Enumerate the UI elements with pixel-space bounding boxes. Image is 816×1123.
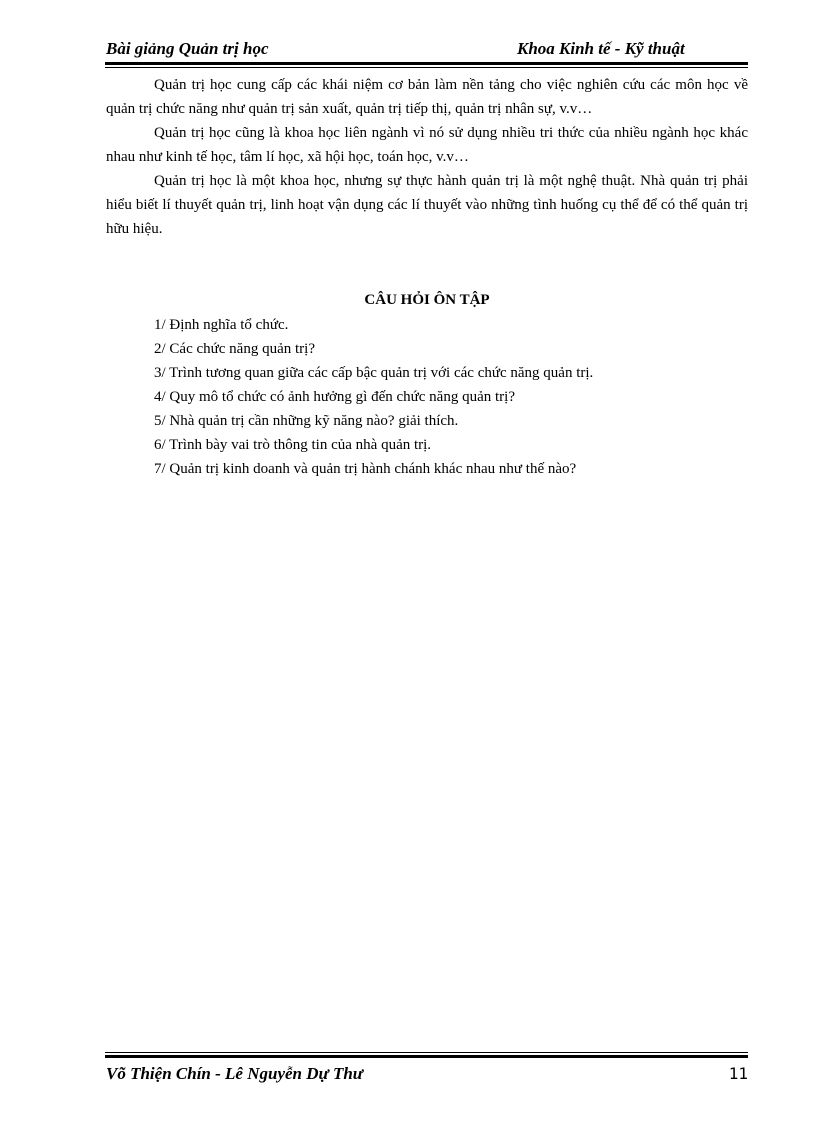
page-footer bbox=[106, 1062, 748, 1086]
footer-authors: Võ Thiện Chín - Lê Nguyễn Dự Thư bbox=[106, 1064, 363, 1083]
question-item: 7/ Quản trị kinh doanh và quản trị hành chánh khác nhau như thế nào? bbox=[154, 461, 577, 477]
question-item: 1/ Định nghĩa tổ chức. bbox=[154, 317, 289, 333]
body-text bbox=[106, 73, 748, 241]
question-item: 2/ Các chức năng quản trị? bbox=[154, 341, 315, 357]
paragraph-2: Quản trị học cũng là khoa học liên ngành vì nó sử dụng nhiều tri thức của nhiều ngành học khác nhau như kinh tế học, tâm lí học, xã hội học, toán học, v.v… bbox=[106, 125, 748, 165]
footer-rule-thick bbox=[105, 1055, 748, 1058]
question-item: 3/ Trình tương quan giữa các cấp bậc quản trị với các chức năng quản trị. bbox=[154, 365, 594, 381]
question-item: 5/ Nhà quản trị cần những kỹ năng nào? giải thích. bbox=[154, 413, 459, 429]
page-number: 11 bbox=[728, 1064, 748, 1083]
header-course-title: Bài giảng Quản trị học bbox=[106, 39, 269, 58]
review-questions bbox=[154, 313, 748, 481]
header-department: Khoa Kinh tế - Kỹ thuật bbox=[517, 39, 685, 58]
footer-rule-thin bbox=[105, 1052, 748, 1053]
paragraph-3: Quản trị học là một khoa học, nhưng sự thực hành quản trị là một nghệ thuật. Nhà quản trị phải hiểu biết lí thuyết quản trị, linh hoạt vận dụng các lí thuyết vào những tình huống cụ thể để có thể quản trị hữu hiệu. bbox=[106, 173, 748, 237]
header-rule-thin bbox=[105, 67, 748, 68]
question-item: 6/ Trình bày vai trò thông tin của nhà quản trị. bbox=[154, 437, 432, 453]
question-item: 4/ Quy mô tổ chức có ảnh hưởng gì đến chức năng quản trị? bbox=[154, 389, 515, 405]
section-title: CÂU HỎI ÔN TẬP bbox=[364, 292, 490, 308]
page-header bbox=[106, 37, 748, 61]
paragraph-1: Quản trị học cung cấp các khái niệm cơ bản làm nền tảng cho việc nghiên cứu các môn học về quản trị chức năng như quản trị sản xuất, quản trị tiếp thị, quản trị nhân sự, v.v… bbox=[106, 77, 748, 117]
header-rule-thick bbox=[105, 62, 748, 65]
